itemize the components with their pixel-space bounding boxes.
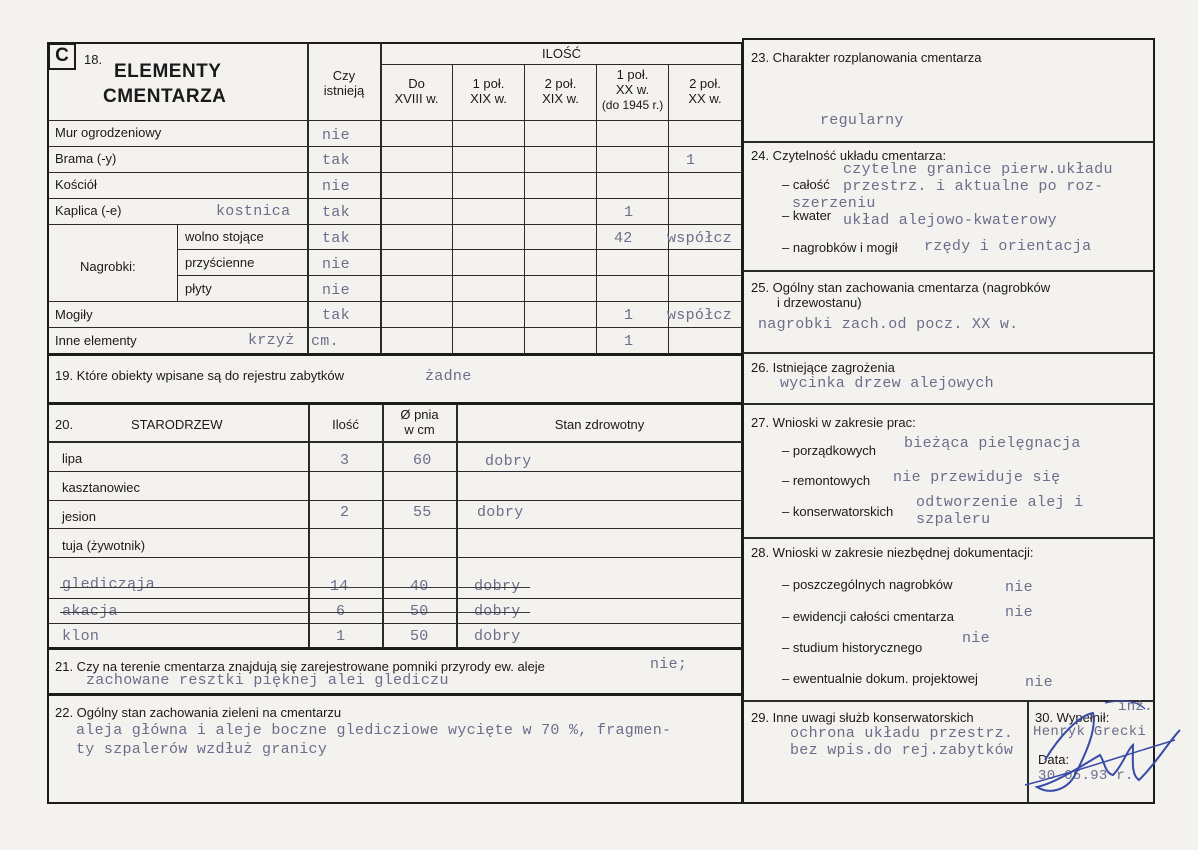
section-30-name: Henryk Grecki [1033,724,1147,740]
exists-3: tak [322,204,350,221]
col-exists-line1: Czy [332,68,356,83]
section-28-label: 28. Wnioski w zakresie niezbędnej dokumentacji: [751,545,1034,560]
mounds-qty-p4: 1 [624,307,634,324]
section-30-date: 30.05.93 r. [1038,768,1134,784]
chapel-extra: kostnica [216,203,291,220]
period-5: 2 poł. XX w. [688,76,722,106]
row-label-gate: Brama (-y) [55,151,117,166]
tree-health-5: dobry [474,603,521,620]
row-label-church: Kościół [55,177,97,192]
section-28-item-0-value: nie [1005,579,1033,596]
tree-health-2: dobry [477,504,524,521]
exists-7: tak [322,307,350,324]
section-23-value: regularny [820,112,904,129]
section-24-graves-label: – nagrobków i mogił [782,240,898,255]
section-27-label: 27. Wnioski w zakresie prac: [751,415,916,430]
tree-name-0: lipa [62,451,83,466]
section-23-label: 23. Charakter rozplanowania cmentarza [751,50,982,65]
section-20-title: STARODRZEW [131,417,223,432]
section-27-item-1-label: – remontowych [782,473,871,488]
tree-count-0: 3 [340,452,350,469]
exists-0: nie [322,127,350,144]
tree-name-6: klon [62,628,100,645]
freestanding-qty-p4: 42 [614,230,633,247]
signature [1005,695,1195,805]
tree-count-2: 2 [340,504,350,521]
tree-name-5: akacja [62,603,118,620]
section-28-item-1-label: – ewidencji całości cmentarza [782,609,954,624]
tree-name-1: kasztanowiec [62,480,141,495]
freestanding-qty-p5: współcz [667,230,733,247]
section-27-item-2-value2: szpaleru [916,511,991,528]
col-exists-line2: istnieją [323,83,365,98]
section-21-value2: zachowane resztki pięknej alei glediczu [86,672,449,689]
section-30-label: 30. Wypełnił: [1035,710,1110,725]
tree-diameter-6: 50 [410,628,429,645]
tree-count-6: 1 [336,628,346,645]
other-qty-p4: 1 [624,333,634,350]
trees-col-health: Stan zdrowotny [554,417,645,432]
exists-2: nie [322,178,350,195]
section-18-number: 18. [84,52,103,67]
row-label-other: Inne elementy [55,333,137,348]
section-21-label: 21. Czy na terenie cmentarza znajdują się zarejestrowane pomniki przyrody ew. aleje [55,659,545,674]
section-18-title-1: ELEMENTY [114,61,222,82]
section-19-label: 19. Które obiekty wpisane są do rejestru zabytków [55,368,345,383]
row-label-wall-mounted: przyścienne [185,255,255,270]
section-28-item-3-label: – ewentualnie dokum. projektowej [782,671,978,686]
exists-8: cm. [311,333,339,350]
section-30-date-label: Data: [1038,752,1070,767]
section-20-number: 20. [55,417,74,432]
tree-name-3: tuja (żywotnik) [62,538,146,553]
section-26-value: wycinka drzew alejowych [780,375,994,392]
period-1: Do XVIII w. [394,76,439,106]
exists-4: tak [322,230,350,247]
section-24-whole-label: – całość [782,177,830,192]
section-24-quarters-label: – kwater [782,208,832,223]
trees-col-count: Ilość [332,417,359,432]
section-28-item-0-label: – poszczególnych nagrobków [782,577,953,592]
period-4: 1 poł. XX w. (do 1945 r.) [601,67,664,112]
section-24-whole-2: przestrz. i aktualne po roz- [843,178,1104,195]
section-28-item-3-value: nie [1025,674,1053,691]
tree-health-0: dobry [485,453,532,470]
gate-qty-p5: 1 [686,152,696,169]
graves-group-label: Nagrobki: [80,259,136,274]
other-extra: krzyż [248,332,295,349]
section-24-quarters-value: układ alejowo-kwaterowy [843,212,1057,229]
tree-diameter-0: 60 [413,452,432,469]
trees-col-diameter: Ø pnia w cm [400,407,439,437]
row-label-wall: Mur ogrodzeniowy [55,125,162,140]
period-2: 1 poł. XIX w. [470,76,507,106]
chapel-qty-p4: 1 [624,204,634,221]
strike-line-gledicz [60,587,530,588]
section-22-label: 22. Ogólny stan zachowania zieleni na cmentarzu [55,705,342,720]
section-25-value: nagrobki zach.od pocz. XX w. [758,316,1019,333]
tree-health-4: dobry [474,578,521,595]
section-25-label1: 25. Ogólny stan zachowania cmentarza (nagrobków [751,280,1051,295]
tree-count-5: 6 [336,603,346,620]
col-quantity-header: ILOŚĆ [541,46,581,61]
row-label-slabs: płyty [185,281,212,296]
section-letter: C [55,45,69,66]
section-28-item-2-label: – studium historycznego [782,640,923,655]
section-30-prefix: inż. [1118,699,1153,715]
section-27-item-0-value: bieżąca pielęgnacja [904,435,1081,452]
strike-line-akacja [60,612,530,613]
section-27-item-2-value: odtworzenie alej i [916,494,1084,511]
section-21-value1: nie; [650,656,688,673]
exists-6: nie [322,282,350,299]
section-22-line1: aleja główna i aleje boczne gledicziowe wycięte w 70 %, fragmen- [76,722,672,739]
row-label-mounds: Mogiły [55,307,93,322]
section-24-whole-3: szerzeniu [792,195,876,212]
tree-diameter-4: 40 [410,578,429,595]
exists-5: nie [322,256,350,273]
period-3: 2 poł. XIX w. [542,76,579,106]
tree-diameter-5: 50 [410,603,429,620]
section-29-line2: bez wpis.do rej.zabytków [790,742,1014,759]
section-18-title-2: CMENTARZA [103,86,227,107]
section-28-item-1-value: nie [1005,604,1033,621]
section-28-item-2-value: nie [962,630,990,647]
row-label-chapel: Kaplica (-e) [55,203,122,218]
section-27-item-2-label: – konserwatorskich [782,504,894,519]
section-29-label: 29. Inne uwagi służb konserwatorskich [751,710,974,725]
section-25-label2: i drzewostanu) [777,295,862,310]
exists-1: tak [322,152,350,169]
section-24-whole-1: czytelne granice pierw.układu [843,161,1113,178]
section-24-graves-value: rzędy i orientacja [924,238,1092,255]
tree-count-4: 14 [330,578,349,595]
section-19-value: żadne [425,368,472,385]
section-29-line1: ochrona układu przestrz. [790,725,1014,742]
tree-health-6: dobry [474,628,521,645]
section-22-line2: ty szpalerów wzdłuż granicy [76,741,328,758]
tree-name-2: jesion [62,509,96,524]
mounds-qty-p5: współcz [667,307,733,324]
section-24-label: 24. Czytelność układu cmentarza: [751,148,947,163]
section-27-item-0-label: – porządkowych [782,443,876,458]
row-label-freestanding: wolno stojące [185,229,264,244]
section-26-label: 26. Istniejące zagrożenia [751,360,895,375]
tree-name-4: gledicząja [62,576,156,593]
tree-diameter-2: 55 [413,504,432,521]
section-27-item-1-value: nie przewiduje się [893,469,1061,486]
